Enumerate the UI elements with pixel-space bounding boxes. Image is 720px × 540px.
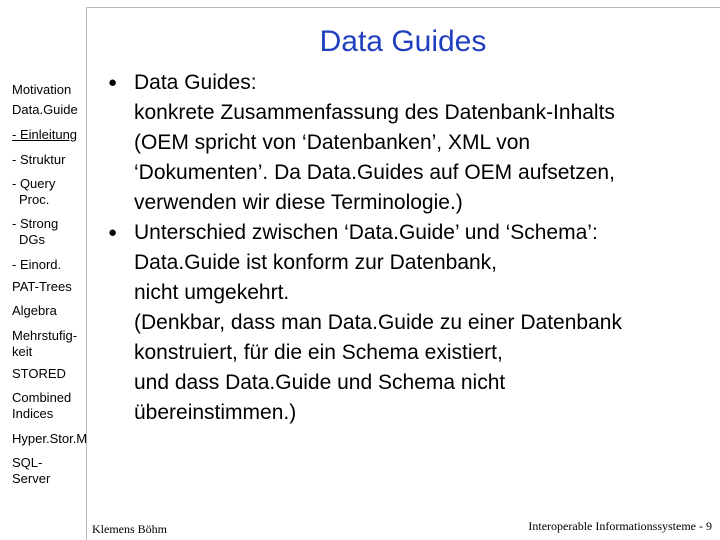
nav-item-sql-server[interactable]	[12, 455, 50, 487]
bullet-data-guides	[108, 68, 708, 218]
bullet-dot-icon: ●	[108, 74, 118, 91]
nav-item-label: - Einleitung	[12, 127, 78, 142]
nav-item-motivation[interactable]	[12, 82, 71, 98]
nav-item-label: - Struktur	[12, 152, 66, 167]
nav-item-label: DGs	[19, 232, 45, 247]
slide-frame-top-rule	[86, 7, 720, 8]
nav-item-stored[interactable]	[12, 366, 66, 382]
nav-item-label: - Query	[12, 176, 56, 191]
nav-item-label: Proc.	[19, 192, 50, 207]
bullet-line: (Denkbar, dass man Data.Guide zu einer Datenbank	[134, 311, 622, 334]
nav-item-label: Mehrstufig-	[12, 328, 78, 343]
nav-item-hyper-stor-m[interactable]	[12, 431, 87, 447]
bullet-line: Data.Guide ist konform zur Datenbank,	[134, 251, 498, 274]
nav-item-mehrstufigkeit[interactable]	[12, 328, 77, 360]
nav-item-einleitung[interactable]	[12, 127, 77, 143]
bullet-line: ‘Dokumenten’. Da Data.Guides auf OEM aufsetzen,	[134, 161, 615, 184]
nav-item-struktur[interactable]	[12, 152, 65, 168]
slide-frame-left-rule	[86, 7, 87, 540]
nav-item-label: - Strong	[12, 216, 59, 231]
bullet-line: konkrete Zusammenfassung des Datenbank-Inhalts	[134, 101, 615, 124]
nav-item-einord[interactable]	[12, 257, 61, 273]
nav-item-query-proc[interactable]	[12, 176, 55, 208]
bullet-line: und dass Data.Guide und Schema nicht	[134, 371, 506, 394]
nav-item-data-guide[interactable]	[12, 102, 78, 118]
nav-item-label: Hyper.Stor.M	[12, 431, 88, 446]
footer-author: Klemens Böhm	[92, 522, 167, 536]
bullet-dot-icon: ●	[108, 224, 118, 241]
nav-item-label: PAT-Trees	[12, 279, 72, 294]
nav-item-label: SQL-	[12, 455, 43, 470]
bullet-line: verwenden wir diese Terminologie.)	[134, 191, 463, 214]
footer-course-page: Interoperable Informationssysteme - 9	[528, 519, 712, 533]
nav-item-pat-trees[interactable]	[12, 279, 72, 295]
nav-item-label: - Einord.	[12, 257, 62, 272]
bullet-unterschied	[108, 218, 708, 428]
slide-title: Data Guides	[319, 25, 487, 58]
nav-item-label: Indices	[12, 406, 54, 421]
slide-content	[108, 68, 708, 428]
nav-item-label: STORED	[12, 366, 66, 381]
nav-item-strong-dgs[interactable]	[12, 216, 58, 248]
bullet-line: konstruiert, für die ein Schema existiert,	[134, 341, 503, 364]
nav-item-label: Data.Guide	[12, 102, 78, 117]
bullet-line: (OEM spricht von ‘Datenbanken’, XML von	[134, 131, 531, 154]
nav-item-combined-indices[interactable]	[12, 390, 71, 422]
bullet-line: Data Guides:	[134, 71, 257, 94]
nav-item-label: Combined	[12, 390, 72, 405]
nav-item-label: keit	[12, 344, 33, 359]
nav-item-label: Algebra	[12, 303, 57, 318]
nav-item-label: Motivation	[12, 82, 72, 97]
nav-item-label: Server	[12, 471, 51, 486]
bullet-line: Unterschied zwischen ‘Data.Guide’ und ‘Schema’:	[134, 221, 598, 244]
bullet-line: übereinstimmen.)	[134, 401, 297, 424]
bullet-line: nicht umgekehrt.	[134, 281, 290, 304]
nav-item-algebra[interactable]	[12, 303, 57, 319]
